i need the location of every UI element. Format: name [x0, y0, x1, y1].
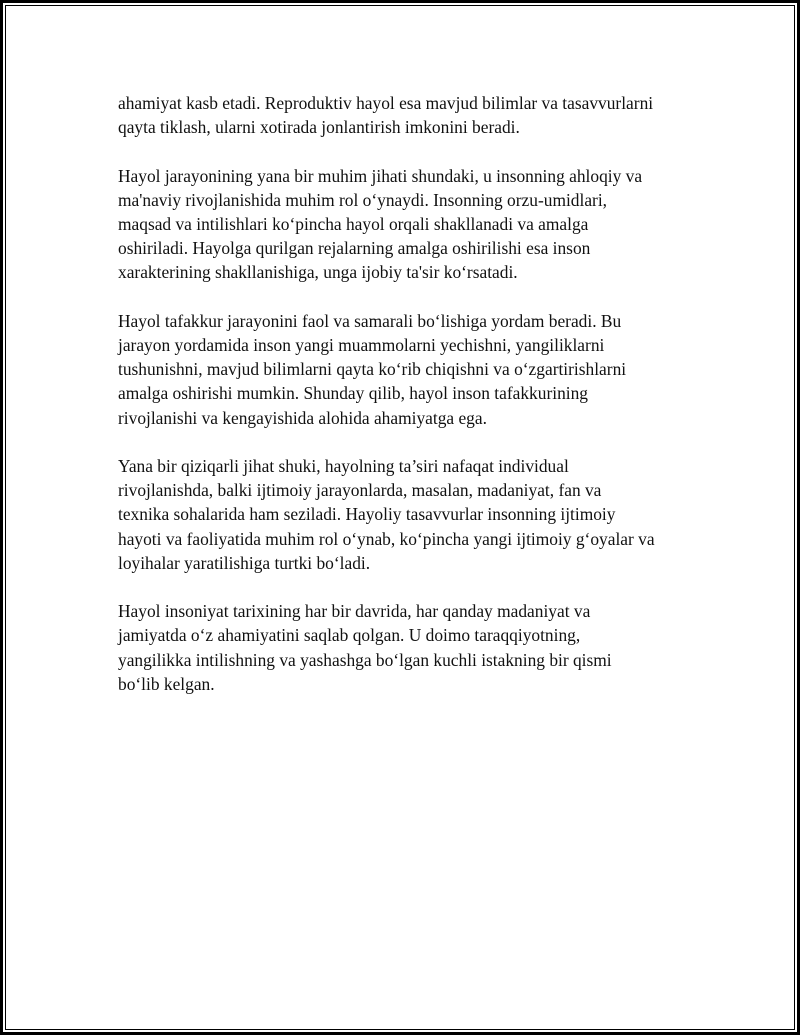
text-line: amalga oshirishi mumkin. Shunday qilib, hayol inson tafakkurining [118, 383, 588, 404]
text-line: maqsad va intilishlari koʻpincha hayol orqali shakllanadi va amalga [118, 214, 589, 234]
text-line: boʻlib kelgan. [118, 673, 215, 694]
paragraph-2 [118, 164, 698, 285]
text-line: qayta tiklash, ularni xotirada jonlantirish imkonini beradi. [118, 117, 520, 138]
text-line: Hayol tafakkur jarayonini faol va samarali boʻlishiga yordam beradi. Bu [118, 310, 622, 331]
paragraph-5 [118, 599, 698, 696]
text-line: Hayol jarayonining yana bir muhim jihati shundaki, u insonning ahloqiy va [118, 165, 643, 186]
text-line: loyihalar yaratilishiga turtki boʻladi. [118, 552, 371, 573]
text-line: hayoti va faoliyatida muhim rol oʻynab, koʻpincha yangi ijtimoiy gʻoyalar va [118, 528, 655, 549]
text-line: texnika sohalarida ham seziladi. Hayoliy tasavvurlar insonning ijtimoiy [118, 504, 616, 525]
paragraph-3 [118, 309, 698, 430]
text-line: ahamiyat kasb etadi. Reproduktiv hayol esa mavjud bilimlar va tasavvurlarni [118, 93, 654, 113]
text-line: jamiyatda oʻz ahamiyatini saqlab qolgan. U doimo taraqqiyotning, [118, 625, 581, 646]
text-line: rivojlanishi va kengayishida alohida ahamiyatga ega. [118, 407, 487, 428]
text-line: jarayon yordamida inson yangi muammolarni yechishni, yangiliklarni [118, 335, 605, 355]
text-line: tushunishni, mavjud bilimlarni qayta koʻrib chiqishni va oʻzgartirishlarni [118, 359, 627, 380]
text-line: oshiriladi. Hayolga qurilgan rejalarning amalga oshirilishi esa inson [118, 238, 591, 259]
text-line: Hayol insoniyat tarixining har bir davrida, har qanday madaniyat va [118, 601, 591, 622]
text-line: yangilikka intilishning va yashashga boʻlgan kuchli istakning bir qismi [118, 649, 612, 670]
paragraph-4 [118, 454, 698, 575]
text-line: ma'naviy rivojlanishida muhim rol oʻynaydi. Insonning orzu-umidlari, [118, 189, 608, 210]
text-line: Yana bir qiziqarli jihat shuki, hayolning ta’siri nafaqat individual [118, 456, 569, 476]
text-line: rivojlanishda, balki ijtimoiy jarayonlarda, masalan, madaniyat, fan va [118, 480, 602, 501]
paragraph-1 [118, 91, 698, 139]
text-line: xarakterining shakllanishiga, unga ijobiy ta'sir koʻrsatadi. [118, 262, 518, 283]
document-body [118, 91, 698, 720]
